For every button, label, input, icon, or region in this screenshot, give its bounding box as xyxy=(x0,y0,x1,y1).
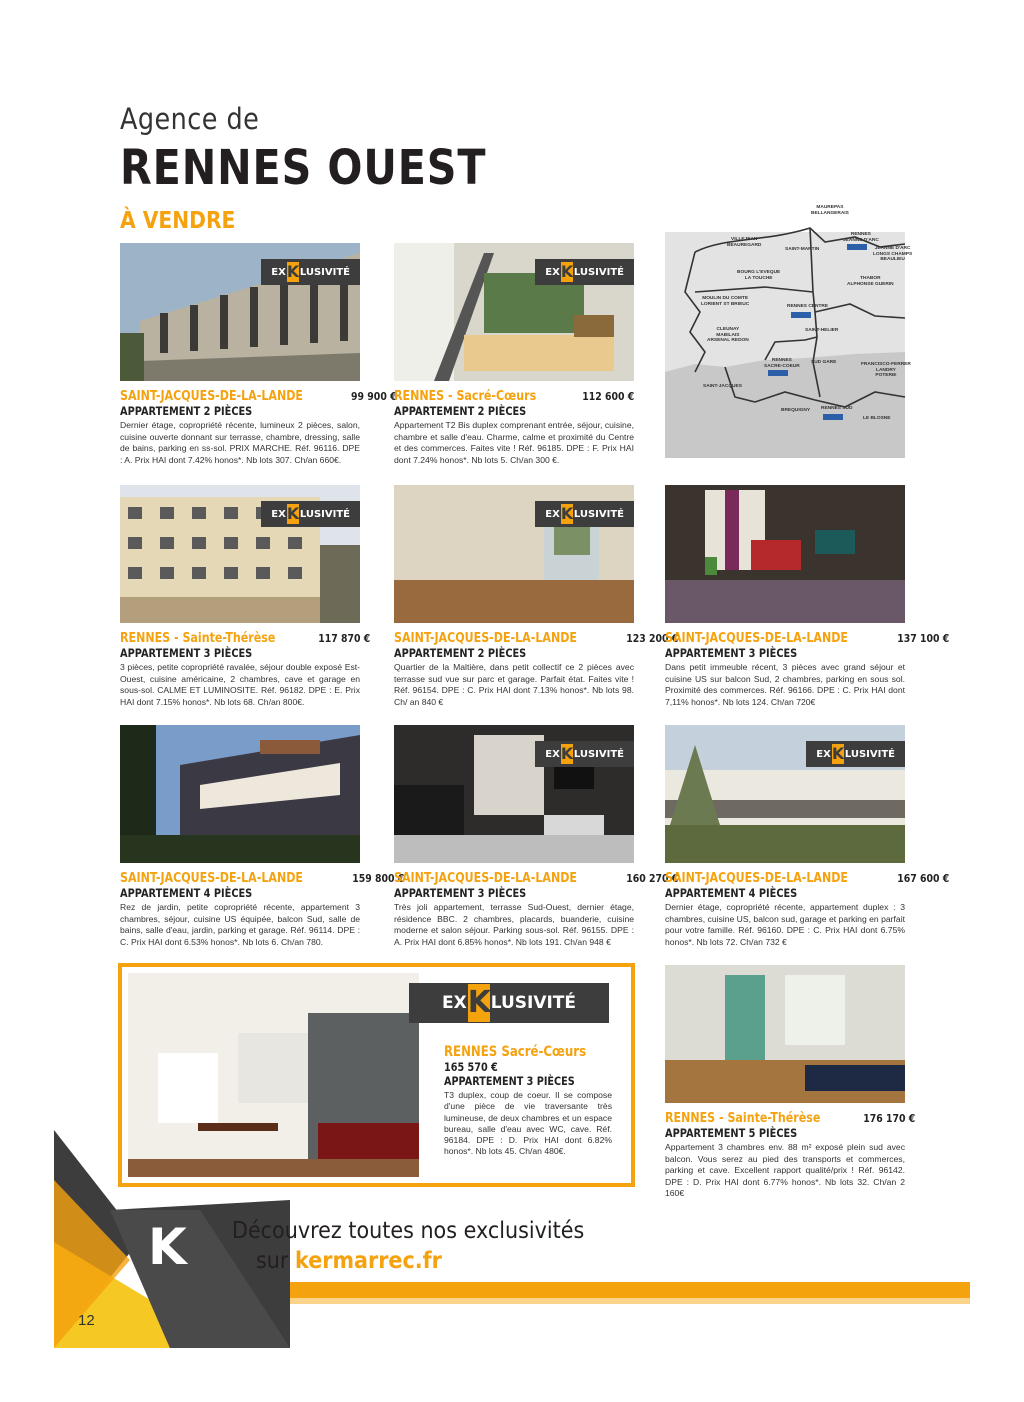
exclusivity-badge: EX K LUSIVITÉ xyxy=(535,741,634,767)
listing-price: 99 900 € xyxy=(351,390,397,403)
exclusivity-badge: EX K LUSIVITÉ xyxy=(535,259,634,285)
listing-price: 176 170 € xyxy=(863,1112,916,1125)
listing-type: APPARTEMENT 2 PIÈCES xyxy=(120,404,253,418)
promo-line: Découvrez toutes nos exclusivités xyxy=(232,1218,585,1244)
map-label-rennes-sacre-coeur: RENNES SACRE-COEUR xyxy=(764,358,800,369)
listing-description: Quartier de la Maltière, dans petit collectif ce 2 pièces avec terrasse sud vue sur parc et garage. Parfait état. Faites vite ! Réf. 96154. DPE : C. Prix HAI dont 7.13% honos*. Nb lots 98. Ch/ an 840 € xyxy=(394,662,634,707)
listing-description: 3 pièces, petite copropriété ravalée, séjour double exposé Est-Ouest, cuisine américaine, 2 chambres, cave et garage en sous-sol. CALME ET LUMINOSITE. Réf. 96182. DPE : E. Prix HAI dont 7.15% honos*. Nb lots 68. Ch/an 800€. xyxy=(120,662,360,707)
listing-card[interactable] xyxy=(120,725,405,948)
agency-marker xyxy=(823,414,843,420)
listing-card[interactable] xyxy=(394,725,679,948)
listing-photo xyxy=(394,485,634,623)
map-label-le-blosne: LE BLOSNE xyxy=(863,416,891,421)
map-label-sud-gare: SUD GARE xyxy=(811,360,837,365)
listing-type: APPARTEMENT 3 PIÈCES xyxy=(120,646,253,660)
agency-marker xyxy=(847,244,867,250)
listing-card[interactable] xyxy=(394,243,634,466)
listing-type: APPARTEMENT 2 PIÈCES xyxy=(394,404,527,418)
listing-town: RENNES - Sacré-Cœurs xyxy=(394,388,537,404)
listing-card[interactable] xyxy=(120,243,397,466)
listing-photo xyxy=(394,243,634,381)
kermarrec-k-logo: K xyxy=(148,1218,187,1276)
district-map xyxy=(665,205,913,458)
map-label-jeanne-darc-longs-champs: JEANNE D'ARC LONGS CHAMPS BEAULIEU xyxy=(873,246,913,262)
listing-photo xyxy=(665,485,905,623)
map-label-cleunay: CLEUNAY MABILAIS ARSENAL REDON xyxy=(707,327,749,343)
map-label-saint-jacques: SAINT-JACQUES xyxy=(703,384,742,389)
featured-price: 165 570 € xyxy=(444,1060,498,1074)
featured-town: RENNES Sacré-Cœurs xyxy=(444,1044,587,1060)
listing-photo xyxy=(394,725,634,863)
exclusivity-badge: EX K LUSIVITÉ xyxy=(261,501,360,527)
section-title: À VENDRE xyxy=(120,208,236,234)
listing-description: Appartement 3 chambres env. 88 m² exposé plein sud avec balcon. Vous serez au pied des transports et commerces, parking et cave. Excellent rapport qualité/prix ! Réf. 96142. DPE : D. Prix HAI dont 6.77% honos*. Nb lots 32. Ch/an 2 160€ xyxy=(665,1142,905,1198)
map-label-rennes-centre: RENNES CENTRE xyxy=(787,304,829,309)
listing-town: SAINT-JACQUES-DE-LA-LANDE xyxy=(120,388,303,404)
listing-type: APPARTEMENT 4 PIÈCES xyxy=(665,886,798,900)
listing-town: SAINT-JACQUES-DE-LA-LANDE xyxy=(394,870,577,886)
map-label-rennes-jeanne-darc: RENNES JEANNE D'ARC xyxy=(843,232,879,243)
map-label-saint-martin: SAINT-MARTIN xyxy=(785,247,820,252)
map-label-brequigny: BREQUIGNY xyxy=(781,408,811,413)
agency-title: RENNES OUEST xyxy=(120,140,487,196)
listing-type: APPARTEMENT 2 PIÈCES xyxy=(394,646,527,660)
map-label-saint-helier: SAINT-HELIER xyxy=(805,328,839,333)
listing-photo xyxy=(665,965,905,1103)
listing-photo xyxy=(120,243,360,381)
page-number: 12 xyxy=(78,1312,95,1329)
listing-card[interactable] xyxy=(394,485,679,708)
map-label-villejean: VILLEJEAN BEAUREGARD xyxy=(727,237,762,248)
listing-description: Appartement T2 Bis duplex comprenant entrée, séjour, cuisine, chambre et salle d'eau. Charme, calme et proximité du Centre et des commerces. Faites vite ! Réf. 96185. DPE : F. Prix HAI dont 7.24% honos*. Nb lots 5. Ch/an 300 €. xyxy=(394,420,634,465)
exclusivity-badge: EX K LUSIVITÉ xyxy=(409,983,609,1023)
listing-town: SAINT-JACQUES-DE-LA-LANDE xyxy=(665,870,848,886)
agency-subtitle: Agence de xyxy=(120,102,260,136)
listing-card[interactable] xyxy=(120,485,371,708)
listing-card[interactable] xyxy=(665,485,950,708)
featured-description: T3 duplex, coup de coeur. Il se compose d'une pièce de vie traversante très lumineuse, de deux chambres et un espace bureau, salle d'eau avec WC, cave. Réf. 96184. DPE : D. Prix HAI dont 6.82% honos*. Nb lots 45. Ch/an 480€. xyxy=(444,1090,612,1157)
website-link[interactable]: kermarrec.fr xyxy=(294,1248,442,1274)
listing-photo xyxy=(665,725,905,863)
map-label-bourg-leveque: BOURG L'EVEQUE LA TOUCHE xyxy=(737,270,781,281)
agency-marker xyxy=(791,312,811,318)
listing-description: Très joli appartement, terrasse Sud-Ouest, dernier étage, résidence BBC. 2 chambres, placards, buanderie, cuisine moderne et salon séjour. Parking sous-sol. Réf. 96155. DPE : A. Prix HAI dont 6.85% honos*. Nb lots 191. Ch/an 948 € xyxy=(394,902,634,947)
listing-price: 137 100 € xyxy=(897,632,950,645)
listing-type: APPARTEMENT 4 PIÈCES xyxy=(120,886,253,900)
listing-town: SAINT-JACQUES-DE-LA-LANDE xyxy=(120,870,303,886)
listing-type: APPARTEMENT 3 PIÈCES xyxy=(394,886,527,900)
listing-description: Dernier étage, copropriété récente, lumineux 2 pièces, salon, cuisine ouverte donnant sur terrasse, chambre, dressing, salle de bains, parking en ss-sol. PRIX MARCHE. Réf. 96116. DPE : A. Prix HAI dont 7.42% honos*. Nb lots 307. Ch/an 660€. xyxy=(120,420,360,465)
listing-description: Dans petit immeuble récent, 3 pièces avec grand séjour et cuisine US sur balcon Sud, 2 chambres, parking en sous sol. Proximité des commerces. Réf. 96166. DPE : C. Prix HAI dont 7,11% honos*. Nb lots 124. Ch/an 720€ xyxy=(665,662,905,707)
featured-type: APPARTEMENT 3 PIÈCES xyxy=(444,1074,575,1088)
map-label-maurepas: MAUREPAS BELLANGERAIS xyxy=(811,205,849,216)
listing-description: Rez de jardin, petite copropriété récente, appartement 3 chambres, séjour, cuisine US équipée, balcon Sud, salle de bains, salle d'eau, jardin, parking et garage. Réf. 96114. DPE : C. Prix HAI dont 6.53% honos*. Nb lots 6. Ch/an 780. xyxy=(120,902,360,947)
agency-marker xyxy=(768,370,788,376)
listing-town: RENNES - Sainte-Thérèse xyxy=(665,1110,821,1126)
map-label-rennes-sud: RENNES SUD xyxy=(821,406,853,411)
listing-type: APPARTEMENT 3 PIÈCES xyxy=(665,646,798,660)
exclusivity-badge: EX K LUSIVITÉ xyxy=(535,501,634,527)
map-label-francisco-ferrer: FRANCISCO-FERRER LANDRY POTERIE xyxy=(861,362,911,378)
promo-url-line: sur kermarrec.fr xyxy=(256,1248,442,1274)
listing-photo xyxy=(120,725,360,863)
listing-price: 160 270 € xyxy=(626,872,679,885)
exclusivity-badge: EX K LUSIVITÉ xyxy=(261,259,360,285)
listing-town: SAINT-JACQUES-DE-LA-LANDE xyxy=(394,630,577,646)
exclusivity-badge: EX K LUSIVITÉ xyxy=(806,741,905,767)
listing-photo xyxy=(120,485,360,623)
listing-price: 117 870 € xyxy=(318,632,371,645)
listing-type: APPARTEMENT 5 PIÈCES xyxy=(665,1126,798,1140)
listing-town: SAINT-JACQUES-DE-LA-LANDE xyxy=(665,630,848,646)
listing-card[interactable] xyxy=(665,725,950,948)
listing-description: Dernier étage, copropriété récente, appartement duplex : 3 chambres, cuisine US, balcon sud, garage et parking en parfait pour votre famille. Réf. 96160. DPE : C. Prix HAI dont 6.75% honos*. Nb lots 72. Ch/an 732 € xyxy=(665,902,905,947)
map-label-thabor: THABOR ALPHONSE GUERIN xyxy=(847,276,894,287)
listing-price: 167 600 € xyxy=(897,872,950,885)
map-label-moulin-du-comte: MOULIN DU COMTE LORIENT ST BRIEUC xyxy=(701,296,750,307)
listing-town: RENNES - Sainte-Thérèse xyxy=(120,630,276,646)
listing-price: 123 200 € xyxy=(626,632,679,645)
listing-price: 112 600 € xyxy=(581,390,634,403)
listing-price: 159 800 € xyxy=(352,872,405,885)
